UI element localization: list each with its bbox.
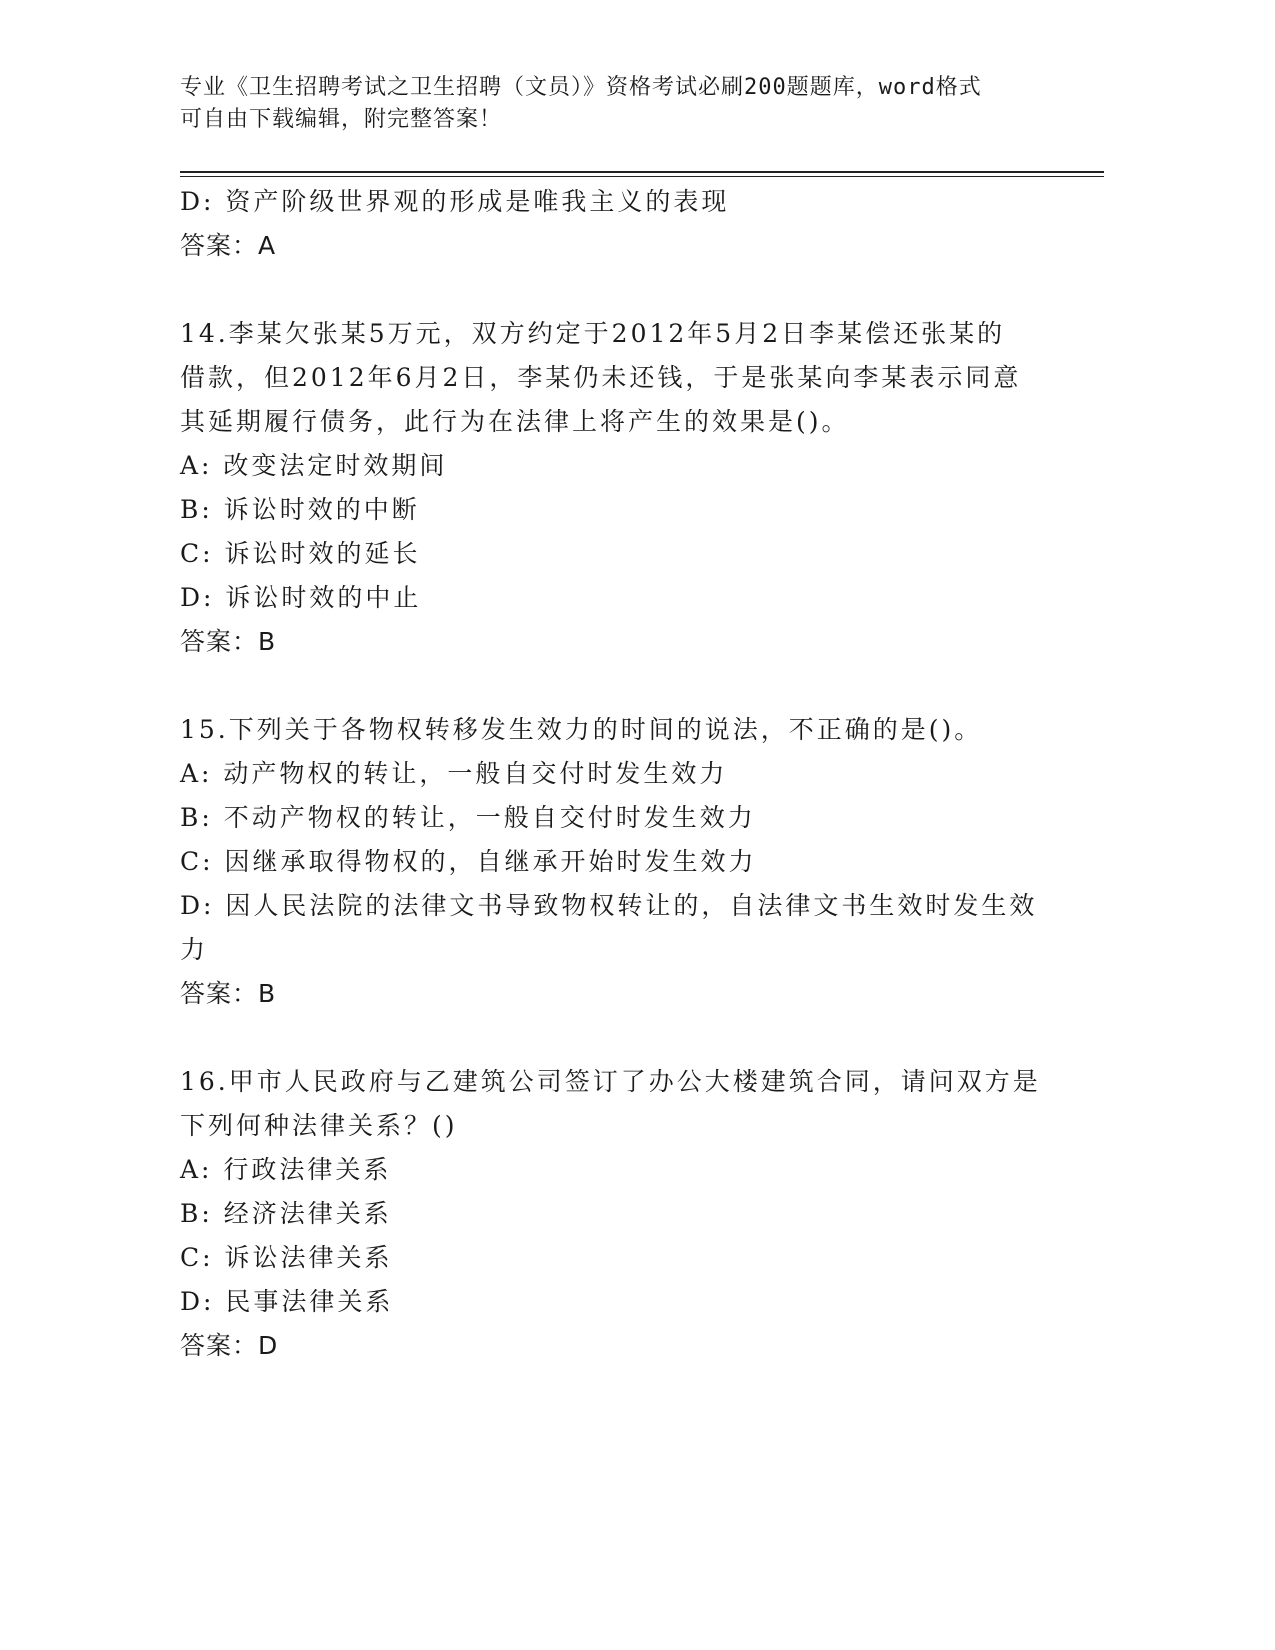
answer: 答案：D [180, 1331, 279, 1360]
option-c: C: 因继承取得物权的，自继承开始时发生效力 [180, 847, 757, 876]
spacer [180, 268, 1040, 312]
spacer [180, 1016, 1040, 1060]
header-line-1: 专业《卫生招聘考试之卫生招聘（文员）》资格考试必刷200题题库，word格式 [180, 75, 982, 100]
prev-answer: 答案：A [180, 231, 277, 260]
option-d: D: 因人民法院的法律文书导致物权转让的，自法律文书生效时发生效 [180, 891, 1038, 920]
option-a: A: 行政法律关系 [180, 1155, 392, 1184]
spacer [180, 664, 1040, 708]
option-d-continued: 力 [180, 935, 209, 964]
option-b: B: 诉讼时效的中断 [180, 495, 420, 524]
header-line-2: 可自由下载编辑，附完整答案！ [180, 107, 503, 132]
prev-option-d: D: 资产阶级世界观的形成是唯我主义的表现 [180, 187, 730, 216]
option-c: C: 诉讼时效的延长 [180, 539, 421, 568]
question-stem-line: 借款，但2012年6月2日，李某仍未还钱，于是张某向李某表示同意 [180, 363, 1022, 392]
option-a: A: 动产物权的转让，一般自交付时发生效力 [180, 759, 728, 788]
question-14 [180, 312, 1040, 664]
question-stem-line: 下列何种法律关系？() [180, 1111, 458, 1140]
answer: 答案：B [180, 627, 277, 656]
document-body [180, 180, 1040, 1368]
option-d: D: 民事法律关系 [180, 1287, 394, 1316]
option-d: D: 诉讼时效的中止 [180, 583, 422, 612]
question-15 [180, 708, 1040, 1016]
question-16 [180, 1060, 1040, 1368]
header-divider-thick [180, 171, 1104, 173]
question-stem-line: 16.甲市人民政府与乙建筑公司签订了办公大楼建筑合同，请问双方是 [180, 1067, 1041, 1096]
document-header [180, 72, 1040, 136]
question-stem-line: 14.李某欠张某5万元，双方约定于2012年5月2日李某偿还张某的 [180, 319, 1006, 348]
option-b: B: 经济法律关系 [180, 1199, 392, 1228]
option-a: A: 改变法定时效期间 [180, 451, 448, 480]
question-stem-line: 其延期履行债务，此行为在法律上将产生的效果是()。 [180, 407, 850, 436]
header-divider-thin [180, 176, 1104, 177]
answer: 答案：B [180, 979, 277, 1008]
question-stem-line: 15.下列关于各物权转移发生效力的时间的说法，不正确的是()。 [180, 715, 983, 744]
option-b: B: 不动产物权的转让，一般自交付时发生效力 [180, 803, 756, 832]
option-c: C: 诉讼法律关系 [180, 1243, 393, 1272]
